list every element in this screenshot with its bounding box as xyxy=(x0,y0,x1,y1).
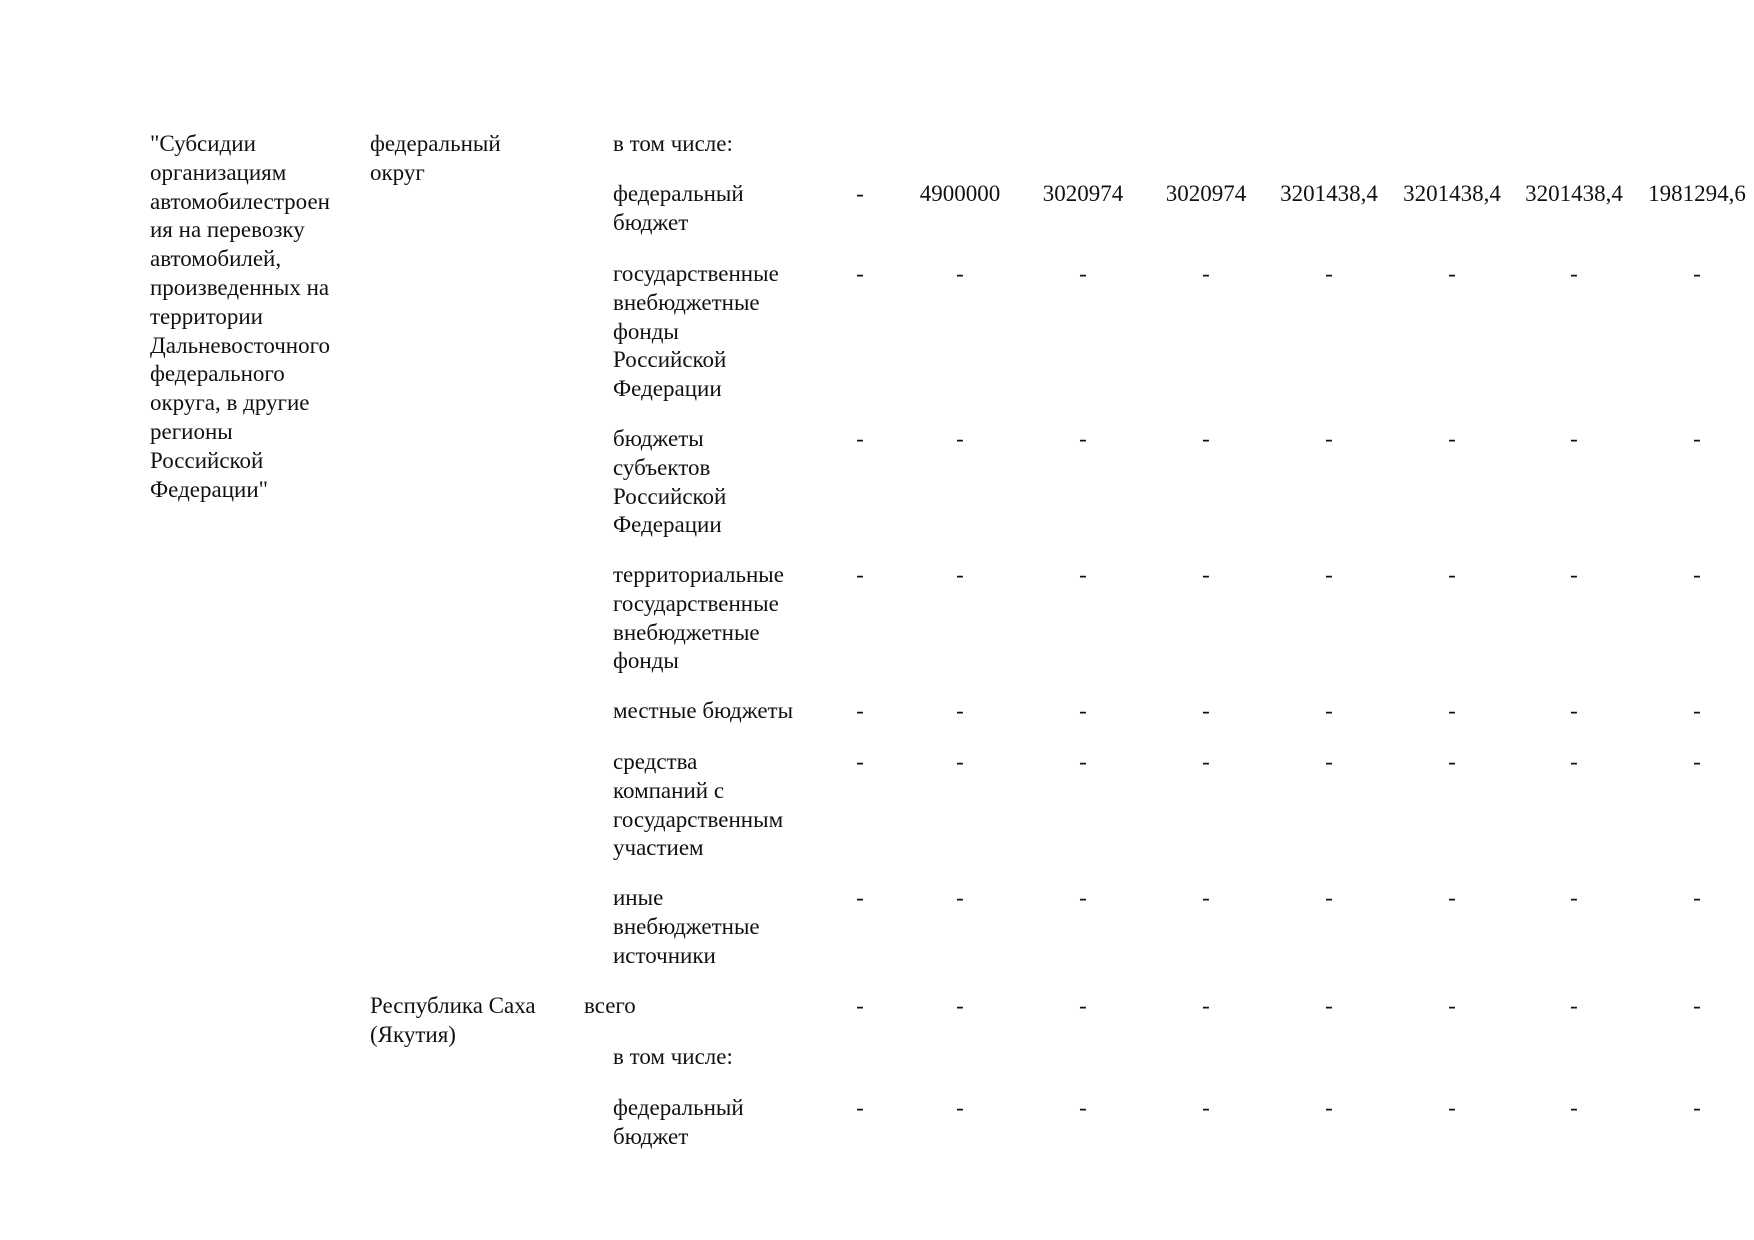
row-a-value-col3: - xyxy=(1079,749,1087,774)
row-a-value-col7: - xyxy=(1570,562,1578,587)
row-a-value-col8: - xyxy=(1693,261,1701,286)
row-a-value-col4: - xyxy=(1202,562,1210,587)
program-name-line: Дальневосточного xyxy=(150,332,330,358)
row-a-value-col6: - xyxy=(1448,426,1456,451)
program-name-line: территории xyxy=(150,303,263,329)
funding-source-label xyxy=(613,748,818,863)
funding-source-label xyxy=(613,180,818,238)
row-a-value-col2: - xyxy=(956,426,964,451)
total-label: всего xyxy=(584,993,636,1018)
total-b-value-col3: - xyxy=(1079,993,1087,1018)
funding-source-line: внебюджетные xyxy=(613,913,760,939)
row-a-value-col7: - xyxy=(1570,749,1578,774)
row-a-value-col5: - xyxy=(1325,698,1333,723)
funding-source-line: компаний с xyxy=(613,777,725,803)
funding-source-label xyxy=(613,697,818,726)
row-a-value-col4: - xyxy=(1202,261,1210,286)
program-name-line: Федерации" xyxy=(150,476,269,502)
row-b-value-col2: - xyxy=(956,1095,964,1120)
including-label: в том числе: xyxy=(613,1044,733,1069)
row-a-value-col3: - xyxy=(1079,426,1087,451)
row-b-value-col7: - xyxy=(1570,1095,1578,1120)
program-name-line: "Субсидии xyxy=(150,131,256,156)
row-a-value-col5: - xyxy=(1325,562,1333,587)
funding-source-line: Федерации xyxy=(613,512,722,538)
funding-source-label xyxy=(613,561,818,676)
row-a-value-col5: - xyxy=(1325,749,1333,774)
program-name-line: автомобилестроен xyxy=(150,188,330,214)
program-name-line: округа, в другие xyxy=(150,390,310,416)
row-a-value-col7: 3201438,4 xyxy=(1525,181,1623,206)
row-a-value-col1: - xyxy=(856,181,864,206)
total-b-value-col2: - xyxy=(956,993,964,1018)
funding-source-line: средства xyxy=(613,749,698,774)
funding-source-line: территориальные xyxy=(613,562,784,587)
row-a-value-col2: - xyxy=(956,261,964,286)
row-a-value-col8: 1981294,6 xyxy=(1648,181,1746,206)
funding-source-line: государственным xyxy=(613,806,784,832)
funding-source-line: государственные xyxy=(613,261,779,286)
region-line: округ xyxy=(370,159,425,185)
funding-source-line: Российской xyxy=(613,347,727,373)
funding-source-line: бюджет xyxy=(613,1123,689,1149)
region-line: (Якутия) xyxy=(370,1021,456,1047)
row-a-value-col7: - xyxy=(1570,426,1578,451)
row-a-value-col1: - xyxy=(856,885,864,910)
funding-source-line: Российской xyxy=(613,483,727,509)
row-a-value-col3: 3020974 xyxy=(1042,181,1124,206)
program-name-line: ия на перевозку xyxy=(150,217,305,243)
funding-source-line: фонды xyxy=(613,318,679,344)
row-a-value-col6: - xyxy=(1448,749,1456,774)
row-a-value-col6: 3201438,4 xyxy=(1403,181,1501,206)
row-b-value-col6: - xyxy=(1448,1095,1456,1120)
funding-source-label xyxy=(613,260,818,404)
funding-source-line: участием xyxy=(613,835,704,861)
row-a-value-col1: - xyxy=(856,698,864,723)
funding-source-line: федеральный xyxy=(613,181,744,206)
funding-source-line: источники xyxy=(613,942,716,968)
row-b-value-col5: - xyxy=(1325,1095,1333,1120)
row-a-value-col4: - xyxy=(1202,885,1210,910)
row-a-value-col2: - xyxy=(956,698,964,723)
funding-source-label xyxy=(613,425,818,540)
row-a-value-col3: - xyxy=(1079,698,1087,723)
funding-source-line: внебюджетные xyxy=(613,619,760,645)
program-name-line: организациям xyxy=(150,159,287,185)
total-b-value-col7: - xyxy=(1570,993,1578,1018)
row-a-value-col4: - xyxy=(1202,749,1210,774)
funding-source-line: бюджеты xyxy=(613,426,704,451)
row-a-value-col1: - xyxy=(856,749,864,774)
row-a-value-col6: - xyxy=(1448,261,1456,286)
row-a-value-col7: - xyxy=(1570,261,1578,286)
row-a-value-col6: - xyxy=(1448,562,1456,587)
row-a-value-col1: - xyxy=(856,426,864,451)
row-a-value-col4: 3020974 xyxy=(1165,181,1247,206)
funding-source-line: бюджет xyxy=(613,209,689,235)
row-a-value-col1: - xyxy=(856,562,864,587)
total-b-value-col4: - xyxy=(1202,993,1210,1018)
row-a-value-col2: 4900000 xyxy=(919,181,1001,206)
funding-source-line: фонды xyxy=(613,648,679,674)
program-name-line: Российской xyxy=(150,447,264,473)
row-a-value-col3: - xyxy=(1079,885,1087,910)
row-a-value-col3: - xyxy=(1079,261,1087,286)
program-name-line: федерального xyxy=(150,361,285,387)
program-name-line: произведенных на xyxy=(150,274,330,300)
program-name-line: регионы xyxy=(150,418,233,444)
row-a-value-col2: - xyxy=(956,749,964,774)
row-a-value-col1: - xyxy=(856,261,864,286)
row-a-value-col5: 3201438,4 xyxy=(1280,181,1378,206)
row-b-value-col4: - xyxy=(1202,1095,1210,1120)
funding-source-line: Федерации xyxy=(613,376,722,402)
total-b-value-col1: - xyxy=(856,993,864,1018)
row-a-value-col2: - xyxy=(956,562,964,587)
funding-source-label xyxy=(613,1094,818,1152)
funding-source-label xyxy=(613,884,818,970)
row-b-value-col3: - xyxy=(1079,1095,1087,1120)
row-a-value-col6: - xyxy=(1448,698,1456,723)
funding-source-line: иные xyxy=(613,885,664,910)
funding-source-line: местные бюджеты xyxy=(613,698,794,723)
row-a-value-col8: - xyxy=(1693,749,1701,774)
row-a-value-col6: - xyxy=(1448,885,1456,910)
row-a-value-col4: - xyxy=(1202,426,1210,451)
region-cell-sakha xyxy=(370,992,570,1050)
region-line: Республика Саха xyxy=(370,993,536,1018)
program-name-line: автомобилей, xyxy=(150,246,282,272)
row-a-value-col3: - xyxy=(1079,562,1087,587)
row-a-value-col5: - xyxy=(1325,426,1333,451)
total-b-value-col5: - xyxy=(1325,993,1333,1018)
row-a-value-col8: - xyxy=(1693,562,1701,587)
total-b-value-col6: - xyxy=(1448,993,1456,1018)
row-a-value-col5: - xyxy=(1325,261,1333,286)
row-a-value-col4: - xyxy=(1202,698,1210,723)
row-a-value-col8: - xyxy=(1693,885,1701,910)
funding-source-line: субъектов xyxy=(613,454,711,480)
total-b-value-col8: - xyxy=(1693,993,1701,1018)
row-b-value-col1: - xyxy=(856,1095,864,1120)
funding-source-line: государственные xyxy=(613,590,779,616)
region-cell-federal-district xyxy=(370,130,570,188)
row-a-value-col8: - xyxy=(1693,698,1701,723)
including-label: в том числе: xyxy=(613,131,733,156)
funding-source-line: внебюджетные xyxy=(613,289,760,315)
row-a-value-col7: - xyxy=(1570,698,1578,723)
row-a-value-col8: - xyxy=(1693,426,1701,451)
region-line: федеральный xyxy=(370,131,501,156)
row-a-value-col7: - xyxy=(1570,885,1578,910)
funding-source-line: федеральный xyxy=(613,1095,744,1120)
row-a-value-col5: - xyxy=(1325,885,1333,910)
row-a-value-col2: - xyxy=(956,885,964,910)
program-name-cell xyxy=(150,130,350,504)
row-b-value-col8: - xyxy=(1693,1095,1701,1120)
